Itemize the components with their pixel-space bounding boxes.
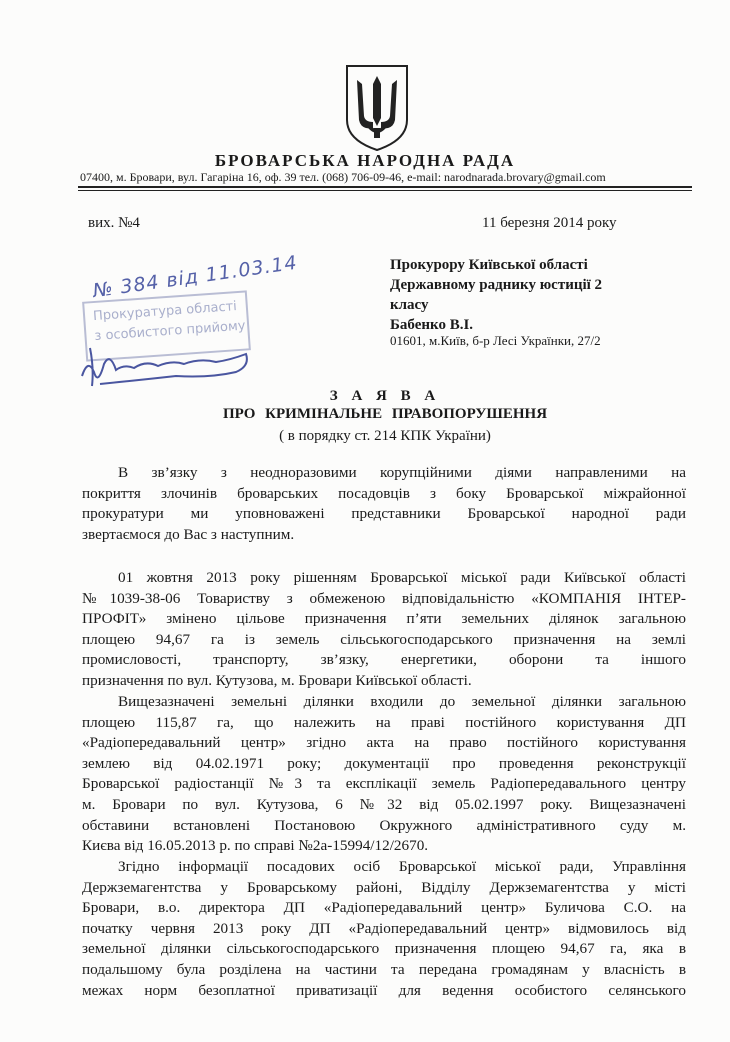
paragraph-line: початку червня 2013 року ДП «Радіопередавальний центр» відмовилось від	[82, 919, 686, 937]
stamp-line-1: Прокуратура області	[92, 299, 238, 325]
paragraph-line: подальшому була розділена на частини та передана громадянам у власність в	[82, 960, 686, 978]
organization-contacts: 07400, м. Бровари, вул. Гагаріна 16, оф. 39 тел. (068) 706-09-46, e-mail: narodnarada.brovary@gmail.com	[80, 170, 606, 184]
paragraph-line: Києва від 16.05.2013 р. по справі №2а-15994/12/2670.	[82, 837, 429, 855]
registration-stamp-number: № 384 від 11.03.14	[91, 251, 299, 303]
paragraph-line: межах норм безоплатної приватизації для ведення особистого селянського	[82, 981, 686, 999]
addressee-line-1: Прокурору Київської області	[390, 257, 588, 273]
paragraph-3	[82, 692, 686, 857]
paragraph-line: Держземагентства у Броварському районі, Відділу Держземагентства у місті	[82, 878, 686, 896]
addressee-line-2: Державному раднику юстиції 2	[390, 277, 603, 293]
registration-stamp	[82, 290, 251, 361]
paragraph-line: Бровари, в.о. директора ДП «Радіопередавальний центр» Буличова С.О. на	[82, 899, 686, 917]
document-subtitle: ПРО КРИМІНАЛЬНЕ ПРАВОПОРУШЕННЯ	[222, 406, 548, 422]
header-divider	[78, 186, 692, 188]
outgoing-number: вих. №4	[88, 215, 140, 231]
paragraph-line: покриття злочинів броварських посадовців з боку Броварської міжрайонної	[82, 484, 686, 502]
paragraph-line: землею від 04.02.1971 року; документації про проведення реконструкції	[82, 754, 686, 772]
paragraph-line: №1039-38-06 Товариству з обмеженою відповідальністю «КОМПАНІЯ ІНТЕР-	[82, 589, 686, 607]
paragraph-line: обставини встановлені Постановою Окружного адміністративного суду м.	[82, 816, 686, 834]
paragraph-line: м. Бровари по вул. Кутузова, 6 №32 від 05.02.1997 року. Вищезазначені	[82, 795, 686, 813]
header-divider-thin	[78, 190, 692, 191]
paragraph-line: земельної ділянки сільськогосподарського призначення площею 94,67 га, яка в	[82, 940, 686, 958]
paragraph-line: Броварської радіостанції №3 та експлікації земель Радіопередавального центру	[82, 775, 686, 793]
trident-emblem-icon	[343, 62, 411, 152]
addressee-block	[390, 255, 670, 335]
document-title: З А Я В А	[329, 388, 441, 404]
paragraph-line: 01 жовтня 2013 року рішенням Броварської міської ради Київської області	[118, 569, 686, 586]
addressee-line-4: Бабенко В.І.	[390, 317, 474, 333]
paragraph-line: «Радіопередавальний центр» згідно акта на право постійного користування	[82, 734, 686, 752]
document-title-note: ( в порядку ст. 214 КПК України)	[279, 428, 491, 444]
paragraph-line: В зв’язку з неодноразовими корупційними діями направленими на	[118, 464, 686, 481]
addressee-address: 01601, м.Київ, б-р Лесі Українки, 27/2	[390, 333, 601, 348]
paragraph-line: промисловості, транспорту, зв’язку, енергетики, оборони та іншого	[82, 651, 686, 669]
addressee-line-3: класу	[390, 297, 429, 313]
paragraph-2	[82, 568, 686, 692]
paragraph-1	[82, 463, 686, 545]
paragraph-line: Згідно інформації посадових осіб Броварської міської ради, Управління	[118, 858, 686, 875]
paragraph-line: площею 115,87 га, що належить на праві постійного користування ДП	[82, 713, 686, 731]
paragraph-line: прокуратури ми уповноважені представники Броварської народної ради	[82, 505, 686, 523]
paragraph-line: площею 94,67 га із земель сільськогосподарського призначення на землі	[82, 630, 686, 648]
paragraph-4	[82, 857, 686, 1001]
organization-name: БРОВАРСЬКА НАРОДНА РАДА	[214, 151, 516, 170]
document-date: 11 березня 2014 року	[482, 215, 617, 231]
paragraph-line: ПРОФІТ» змінено цільове призначення п’яти земельних ділянок загальною	[82, 610, 686, 628]
paragraph-line: призначення по вул. Кутузова, м. Бровари Київської області.	[82, 671, 472, 689]
paragraph-line: звертаємося до Вас з наступним.	[82, 525, 295, 543]
paragraph-line: Вищезазначені земельні ділянки входили до земельної ділянки загальною	[118, 693, 686, 710]
stamp-line-2: з особистого прийому	[94, 318, 246, 345]
